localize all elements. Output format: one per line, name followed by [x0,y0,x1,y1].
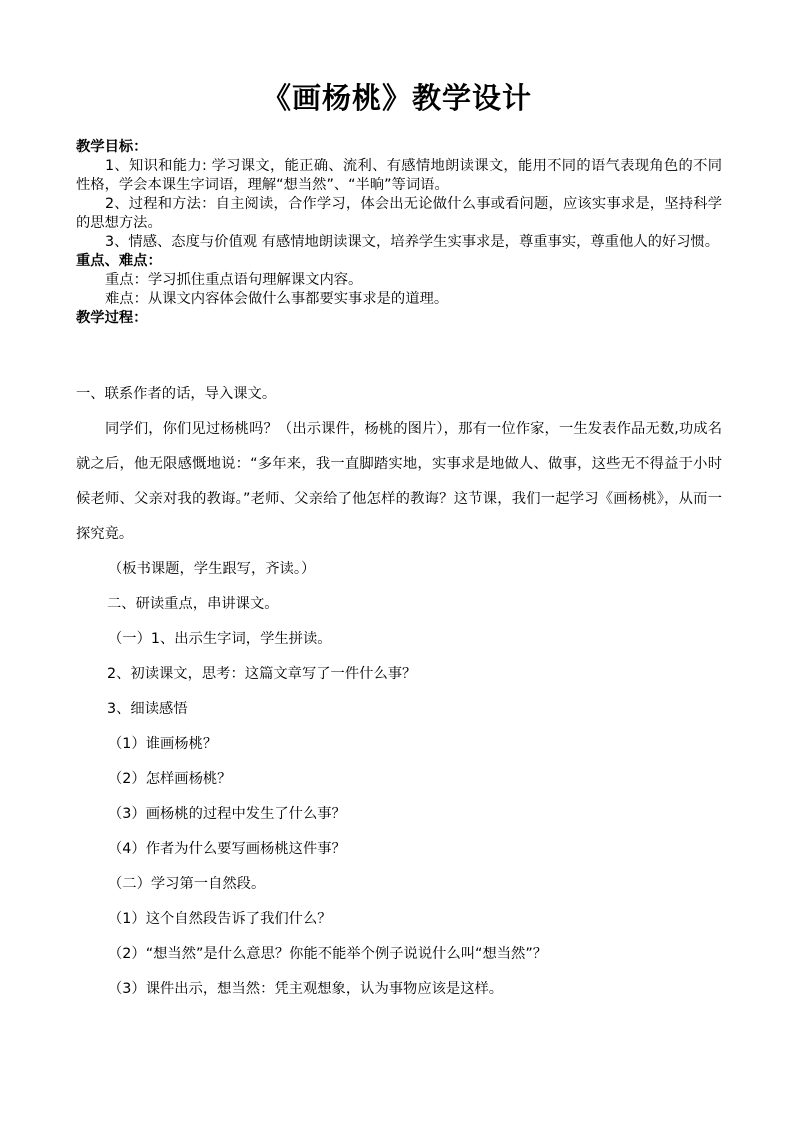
question-item: （3）画杨桃的过程中发生了什么事？ [108,806,346,822]
objectives-heading: 教学目标： [76,139,148,155]
part1-item: （一）1、出示生字词，学生拼读。 [108,631,332,647]
step1-heading: 一、联系作者的话，导入课文。 [76,386,277,402]
question-item: （1）这个自然段告诉了我们什么？ [108,911,332,927]
question-item: （3）课件出示，想当然：凭主观想象，认为事物应该是这样。 [108,981,504,997]
part1-item: 3、细读感悟 [107,701,188,717]
part1-item: 2、初读课文，思考：这篇文章写了一件什么事？ [107,666,417,682]
question-item: （4）作者为什么要写画杨桃这件事？ [108,841,346,857]
keypoint-item: 难点：从课文内容体会做什么事都要实事求是的道理。 [105,291,449,307]
step2-heading: 二、研读重点，串讲课文。 [107,596,279,612]
process-section [76,377,722,1007]
question-item: （1）谁画杨桃？ [108,736,218,752]
intro-paragraph: 同学们，你们见过杨桃吗？（出示课件，杨桃的图片），那有一位作家，一生发表作品无数,功成名就之后，他无限感慨地说：“多年来，我一直脚踏实地，实事求是地做人、做事，这些无不得益于小时候老师、父亲对我的教诲。”老师、父亲给了他怎样的教诲？这节课，我们一起学习《画杨桃》，从而一探究竟。 [76,421,722,542]
objective-item: 3、情感、态度与价值观 有感情地朗读课文，培养学生实事求是，尊重事实，尊重他人的好习惯。 [105,234,720,250]
document-title: 《画杨桃》教学设计 [261,81,532,115]
process-heading: 教学过程： [76,310,148,326]
objective-item: 2、过程和方法：自主阅读，合作学习，体会出无论做什么事或看问题，应该实事求是，坚持科学的思想方法。 [76,196,722,231]
part2-heading: （二）学习第一自然段。 [108,876,266,892]
question-item: （2）怎样画杨桃？ [108,771,232,787]
keypoint-item: 重点：学习抓住重点语句理解课文内容。 [105,272,363,288]
keypoints-heading: 重点、难点： [76,253,162,269]
objectives-section [76,138,722,328]
board-note: （板书课题，学生跟写，齐读。） [108,561,316,577]
question-item: （2）“想当然”是什么意思？你能不能举个例子说说什么叫“想当然”？ [108,946,548,962]
objective-item: 1、知识和能力: 学习课文，能正确、流利、有感情地朗读课文，能用不同的语气表现角色的不同性格，学会本课生字词语，理解“想当然”、“半晌”等词语。 [76,158,722,193]
